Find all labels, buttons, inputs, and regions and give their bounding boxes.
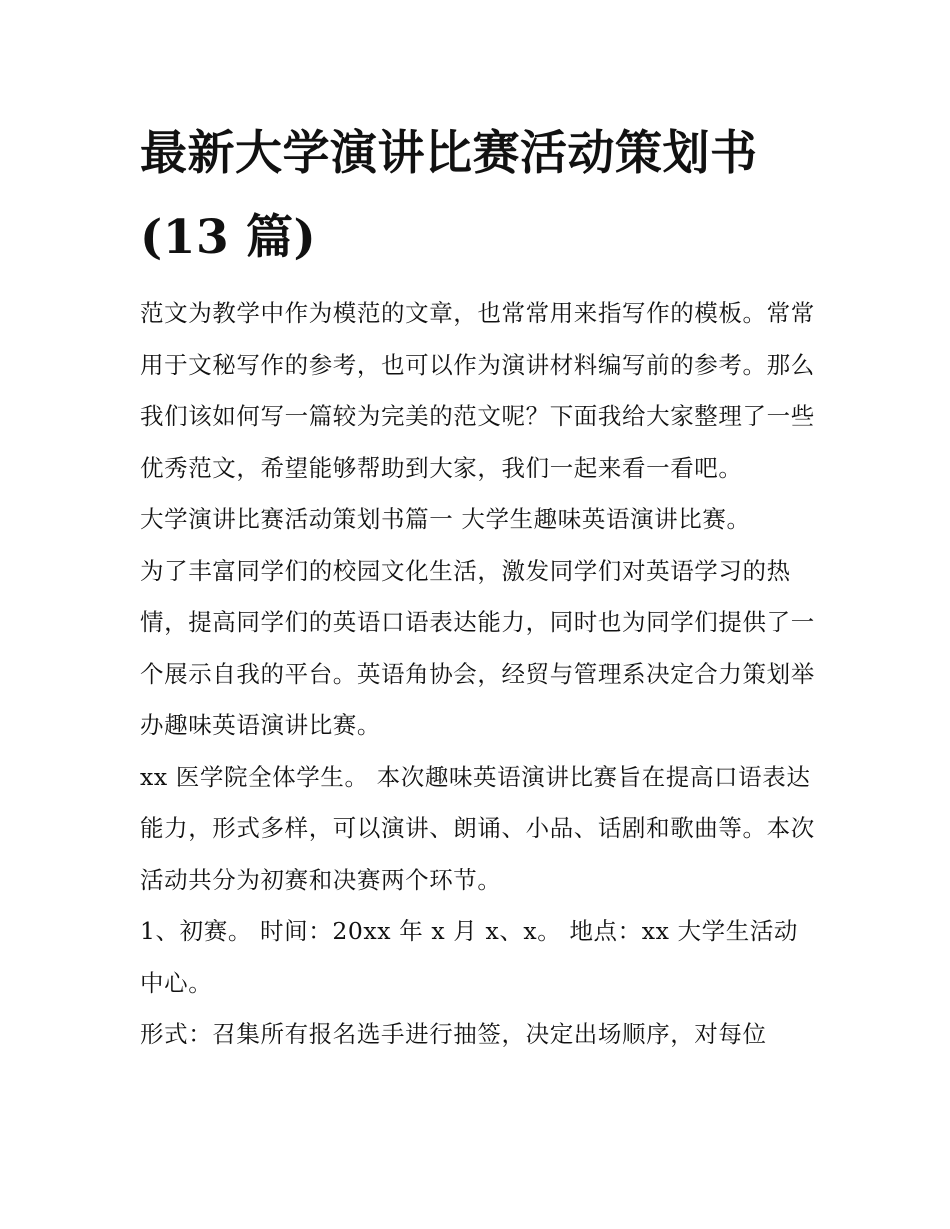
paragraph-purpose: 为了丰富同学们的校园文化生活，激发同学们对英语学习的热情，提高同学们的英语口语表达能力，同时也为同学们提供了一个展示自我的平台。英语角协会，经贸与管理系决定合力策划举办趣味英语演讲比赛。 (140, 556, 815, 739)
paragraph-participants: xx 医学院全体学生。 本次趣味英语演讲比赛旨在提高口语表达能力，形式多样，可以演讲、朗诵、小品、话剧和歌曲等。本次活动共分为初赛和决赛两个环节。 (140, 762, 815, 894)
paragraph-preliminary: 1、初赛。 时间：20xx 年 x 月 x、x。 地点：xx 大学生活动中心。 (140, 917, 799, 997)
title-line-1: 最新大学演讲比赛活动策划书 (140, 126, 758, 181)
title-line-2: (13 篇) (140, 210, 317, 265)
paragraph-intro: 范文为教学中作为模范的文章，也常常用来指写作的模板。常常用于文秘写作的参考，也可以作为演讲材料编写前的参考。那么我们该如何写一篇较为完美的范文呢？下面我给大家整理了一些优秀范文，希望能够帮助到大家，我们一起来看一看吧。 (140, 299, 815, 482)
paragraph-section-heading: 大学演讲比赛活动策划书篇一 大学生趣味英语演讲比赛。 (140, 505, 751, 533)
document-title (140, 112, 815, 280)
paragraph-format: 形式：召集所有报名选手进行抽签，决定出场顺序，对每位 (140, 1020, 767, 1048)
document-page (140, 112, 815, 1061)
